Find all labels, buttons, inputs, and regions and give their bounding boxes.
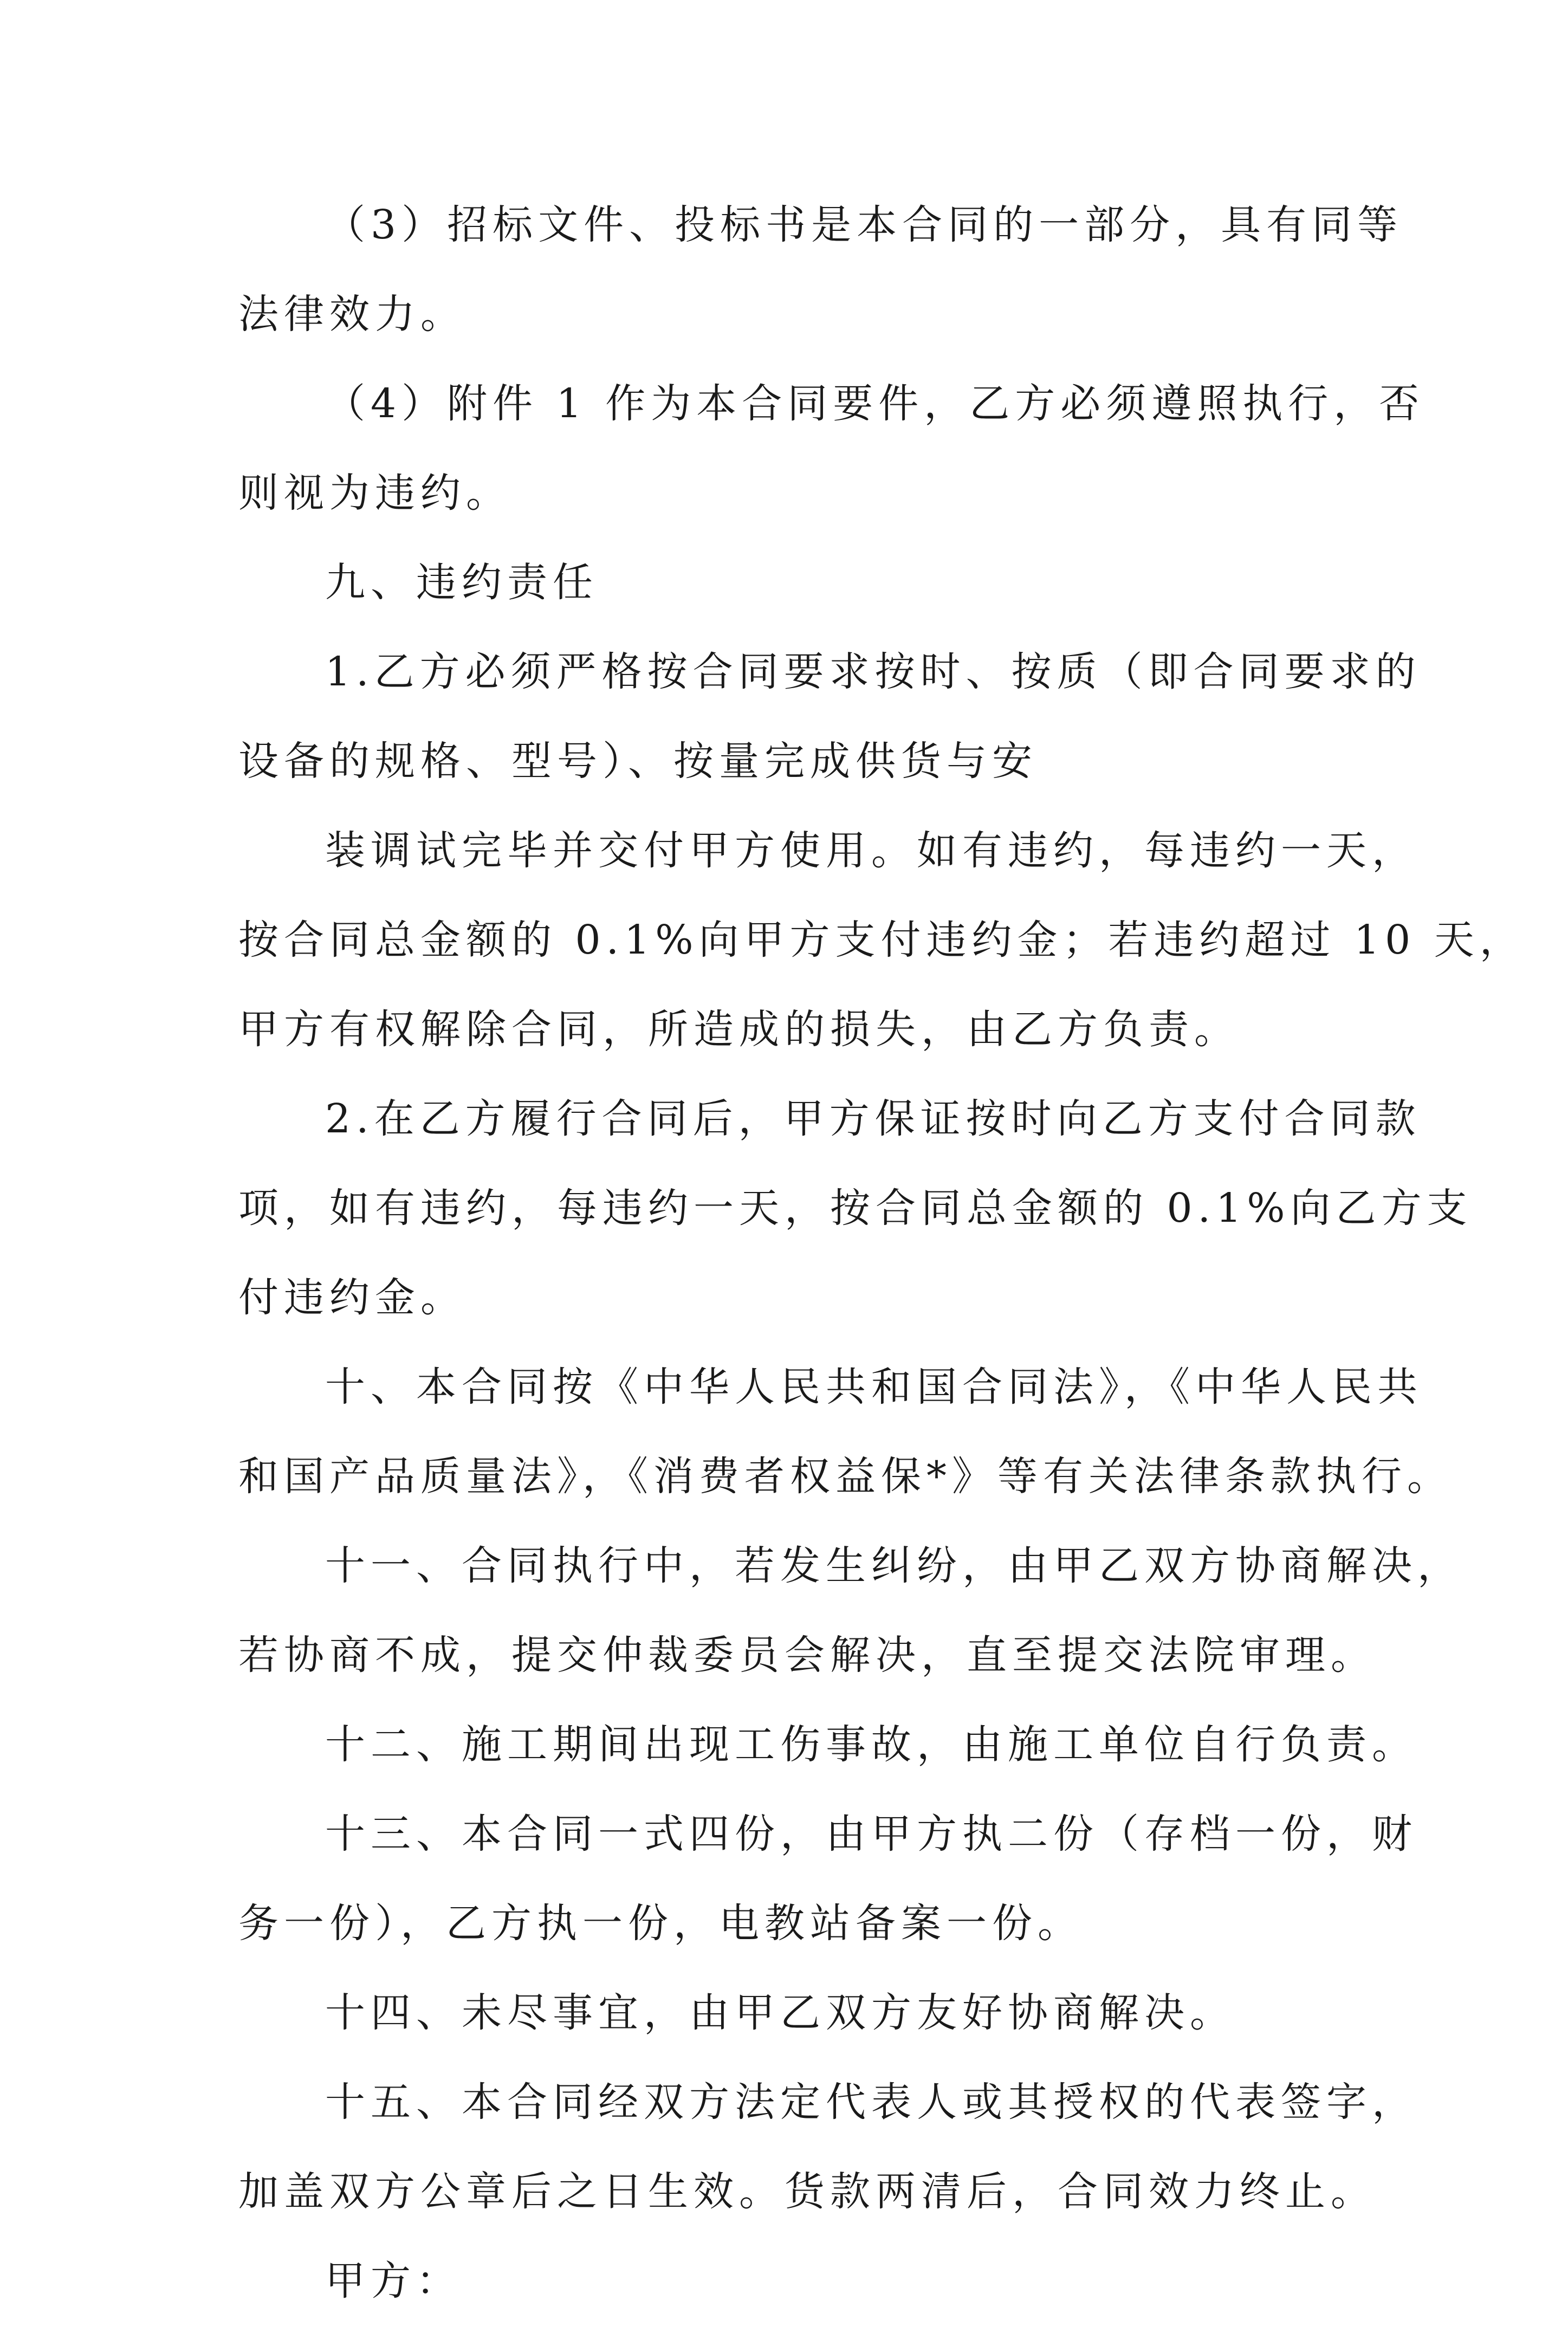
text-line: （4）附件 1 作为本合同要件，乙方必须遵照执行，否 [325, 380, 1425, 427]
text-line: 十二、施工期间出现工伤事故，由施工单位自行负责。 [325, 1721, 1417, 1768]
text-line: 甲方有权解除合同，所造成的损失，由乙方负责。 [238, 1006, 1240, 1053]
text-line: 十、本合同按《中华人民共和国合同法》，《中华人民共 [325, 1364, 1423, 1410]
text-line: 若协商不成，提交仲裁委员会解决，直至提交法院审理。 [238, 1632, 1376, 1679]
text-line: 则视为违约。 [238, 470, 511, 516]
text-line: 项，如有违约，每违约一天，按合同总金额的 0.1%向乙方支 [238, 1185, 1473, 1232]
text-line: 十五、本合同经双方法定代表人或其授权的代表签字， [325, 2079, 1417, 2125]
section-heading: 九、违约责任 [325, 559, 598, 606]
text-line: 装调试完毕并交付甲方使用。如有违约，每违约一天， [325, 827, 1417, 874]
text-line: 付违约金。 [238, 1274, 466, 1321]
text-line: 2.在乙方履行合同后，甲方保证按时向乙方支付合同款 [325, 1096, 1421, 1142]
text-line: （3）招标文件、投标书是本合同的一部分，具有同等 [325, 202, 1403, 248]
text-line: 加盖双方公章后之日生效。货款两清后，合同效力终止。 [238, 2168, 1376, 2215]
text-line: 务一份），乙方执一份，电教站备案一份。 [238, 1900, 1083, 1947]
party-a-label: 甲方： [325, 2258, 462, 2304]
text-line: 和国产品质量法》，《消费者权益保*》等有关法律条款执行。 [238, 1453, 1453, 1500]
text-line: 1.乙方必须严格按合同要求按时、按质（即合同要求的 [325, 649, 1421, 695]
text-line: 法律效力。 [238, 291, 466, 338]
text-line: 十四、未尽事宜，由甲乙双方友好协商解决。 [325, 1989, 1235, 2036]
text-line: 十一、合同执行中，若发生纠纷，由甲乙双方协商解决， [325, 1543, 1463, 1589]
text-line: 十三、本合同一式四份，由甲方执二份（存档一份，财 [325, 1811, 1417, 1857]
contract-body [238, 200, 1525, 2346]
text-line: 按合同总金额的 0.1%向甲方支付违约金；若违约超过 10 天， [238, 917, 1525, 963]
text-line: 设备的规格、型号）、按量完成供货与安 [238, 738, 1038, 785]
